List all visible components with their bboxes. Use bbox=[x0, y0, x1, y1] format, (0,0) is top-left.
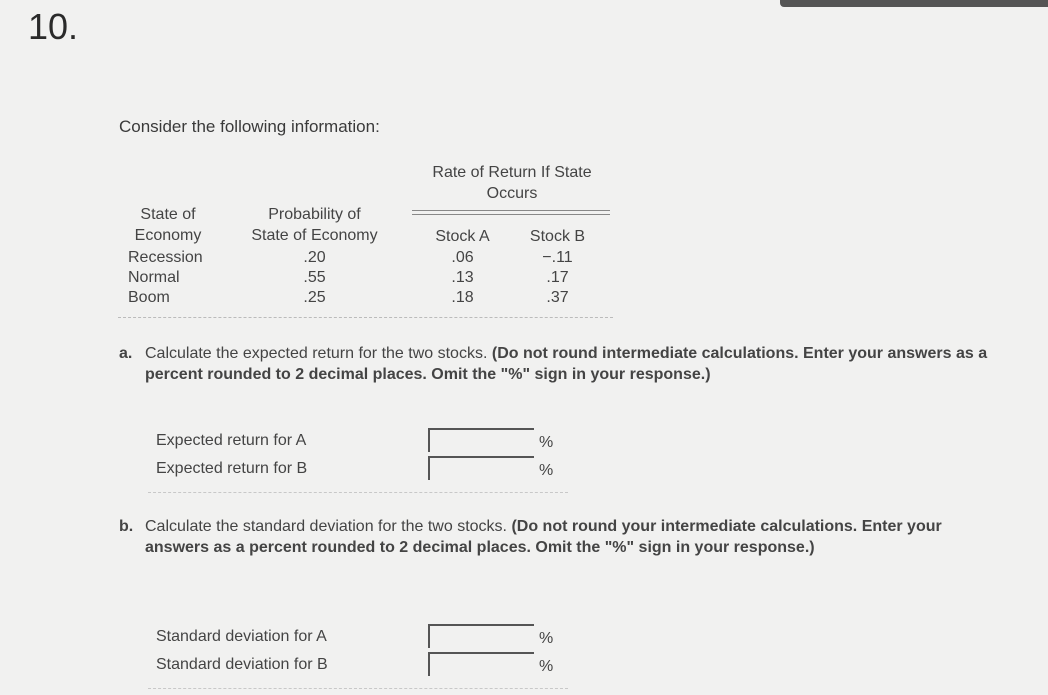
table-cell-stock-a: .18 bbox=[451, 289, 474, 306]
std-dev-a-input[interactable] bbox=[428, 624, 534, 648]
std-dev-a-label: Standard deviation for A bbox=[156, 628, 327, 645]
prob-header-line-1: Probability of bbox=[268, 206, 361, 223]
expected-return-b-input[interactable] bbox=[428, 456, 534, 480]
top-edge-bar bbox=[780, 0, 1048, 7]
rate-header-rule bbox=[412, 210, 610, 215]
table-cell-stock-b: .17 bbox=[546, 269, 569, 286]
part-b-instruction: (Do not round your intermediate calculations. Enter your answers as a percent rounded to 2 decimal places. Omit the "%" sign in your response.) bbox=[145, 518, 942, 556]
percent-sign: % bbox=[539, 434, 554, 451]
part-a-text: Calculate the expected return for the two stocks. bbox=[145, 345, 488, 362]
part-b-text: Calculate the standard deviation for the two stocks. bbox=[145, 518, 507, 535]
part-b-label: b. bbox=[119, 518, 134, 535]
part-a-body bbox=[145, 343, 989, 385]
std-dev-b-input[interactable] bbox=[428, 652, 534, 676]
part-a-bottom-rule bbox=[148, 492, 568, 493]
table-cell-stock-b: −.11 bbox=[542, 249, 573, 266]
expected-return-b-label: Expected return for B bbox=[156, 460, 308, 477]
stock-b-header: Stock B bbox=[529, 228, 586, 245]
rate-header-line-1: Rate of Return If State bbox=[432, 164, 592, 181]
stock-a-header: Stock A bbox=[435, 228, 490, 245]
table-cell-state: Boom bbox=[128, 289, 170, 306]
state-of-economy-header bbox=[118, 204, 218, 246]
rate-header-line-2: Occurs bbox=[486, 185, 538, 202]
part-a-instruction: (Do not round intermediate calculations. Enter your answers as a percent rounded to 2 decimal places. Omit the "%" sign in your response.) bbox=[145, 345, 988, 383]
percent-sign: % bbox=[539, 462, 554, 479]
table-bottom-rule bbox=[118, 317, 613, 318]
percent-sign: % bbox=[539, 658, 554, 675]
intro-text: Consider the following information: bbox=[119, 117, 380, 136]
percent-sign: % bbox=[539, 630, 554, 647]
std-dev-b-label: Standard deviation for B bbox=[156, 656, 328, 673]
table-cell-stock-a: .06 bbox=[451, 249, 474, 266]
table-cell-probability: .55 bbox=[303, 269, 326, 286]
part-b-question bbox=[119, 516, 989, 558]
probability-header bbox=[232, 204, 397, 246]
expected-return-a-input[interactable] bbox=[428, 428, 534, 452]
table-cell-stock-b: .37 bbox=[546, 289, 569, 306]
part-a-question bbox=[119, 343, 989, 385]
table-cell-state: Recession bbox=[128, 249, 203, 266]
part-b-body bbox=[145, 516, 989, 558]
expected-return-a-label: Expected return for A bbox=[156, 432, 307, 449]
prob-header-line-2: State of Economy bbox=[251, 227, 378, 244]
state-header-line-2: Economy bbox=[134, 227, 202, 244]
table-cell-stock-a: .13 bbox=[451, 269, 474, 286]
question-number: 10. bbox=[28, 6, 79, 47]
rate-of-return-header bbox=[412, 162, 612, 204]
part-b-bottom-rule bbox=[148, 688, 568, 689]
table-cell-probability: .20 bbox=[303, 249, 326, 266]
table-cell-state: Normal bbox=[128, 269, 180, 286]
state-header-line-1: State of bbox=[140, 206, 196, 223]
table-cell-probability: .25 bbox=[303, 289, 326, 306]
part-a-label: a. bbox=[119, 345, 133, 362]
